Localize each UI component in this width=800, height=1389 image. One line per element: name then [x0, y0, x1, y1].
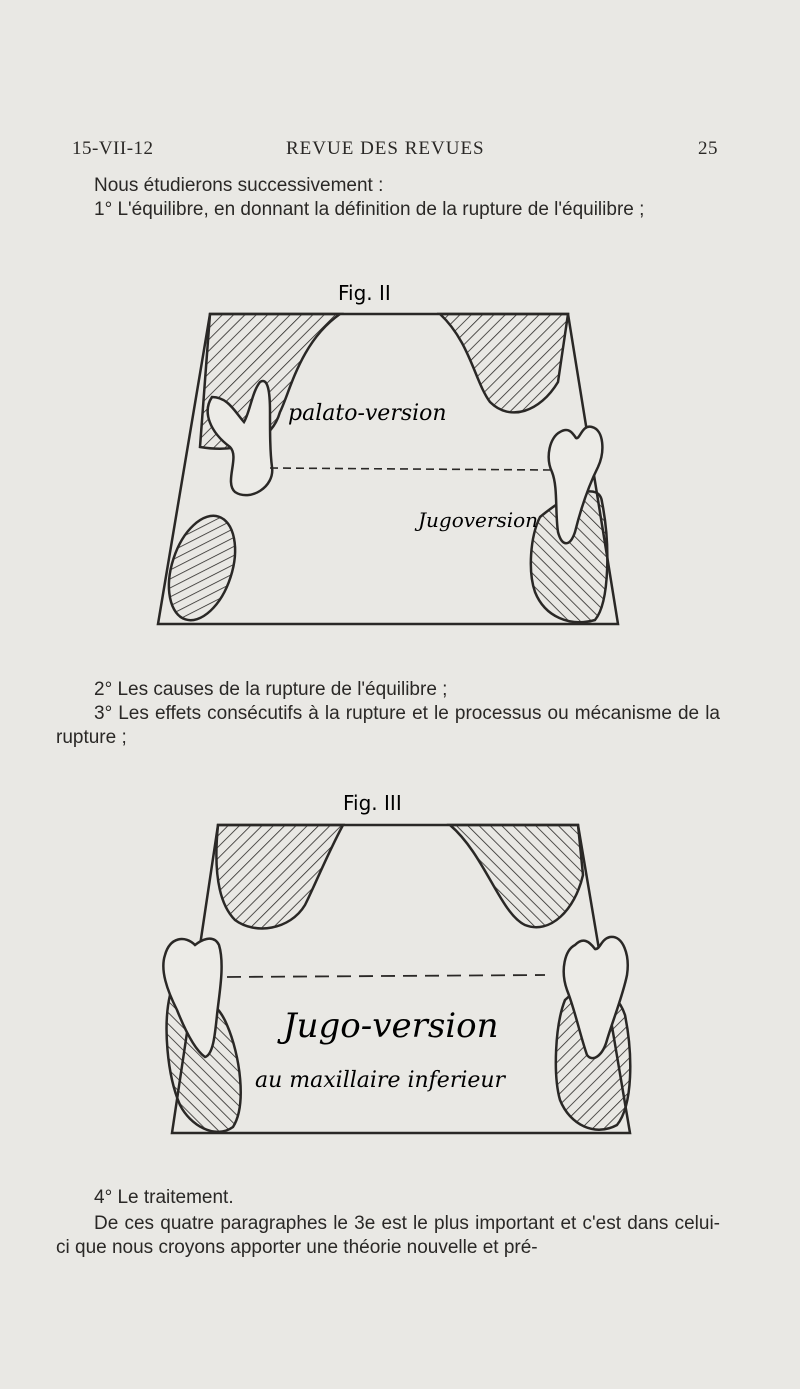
item-4-paragraph: [56, 1186, 720, 1210]
item-2-text: 2° Les causes de la rupture de l'équilibre ;: [94, 679, 448, 700]
header-date: 15-VII-12: [72, 138, 154, 159]
header-journal-title: REVUE DES REVUES: [286, 138, 485, 159]
upper-right-palate: [440, 314, 568, 412]
item-2-paragraph: [56, 678, 720, 702]
figure-3-dashed-line: [227, 975, 545, 977]
lower-left-oval: [157, 507, 247, 628]
jugoversion-label: Jugoversion: [418, 508, 539, 532]
conclusion-text: De ces quatre paragraphes le 3e est le plus important et c'est dans celui-ci que nous croyons apporter une théorie nouvelle et pré-: [56, 1213, 720, 1258]
figure-2: [140, 272, 640, 642]
item-1-text: 1° L'équilibre, en donnant la définition de la rupture de l'équilibre ;: [94, 199, 645, 220]
figure-2-dashed-line: [270, 468, 550, 470]
jugo-version-label: Jugo-version: [283, 1006, 499, 1046]
conclusion-paragraph: [56, 1212, 720, 1260]
figure-3-label: Fig. III: [343, 791, 402, 815]
page-number: 25: [698, 138, 718, 159]
item-4-text: 4° Le traitement.: [94, 1187, 234, 1208]
item-3-paragraph: [56, 702, 720, 750]
maxillaire-inferieur-label: au maxillaire inferieur: [255, 1068, 506, 1093]
upper-left-palate: [216, 825, 343, 928]
palato-version-label: palato-version: [288, 401, 447, 426]
running-header: [72, 138, 718, 164]
figure-2-label: Fig. II: [338, 281, 391, 305]
upper-right-palate: [450, 825, 583, 927]
figure-3: [155, 785, 645, 1140]
intro-paragraph: [56, 174, 720, 198]
intro-text: Nous étudierons successivement :: [94, 175, 384, 196]
item-3-text: 3° Les effets consécutifs à la rupture et le processus ou mécanisme de la rupture ;: [56, 703, 720, 748]
item-1-paragraph: [56, 198, 720, 222]
